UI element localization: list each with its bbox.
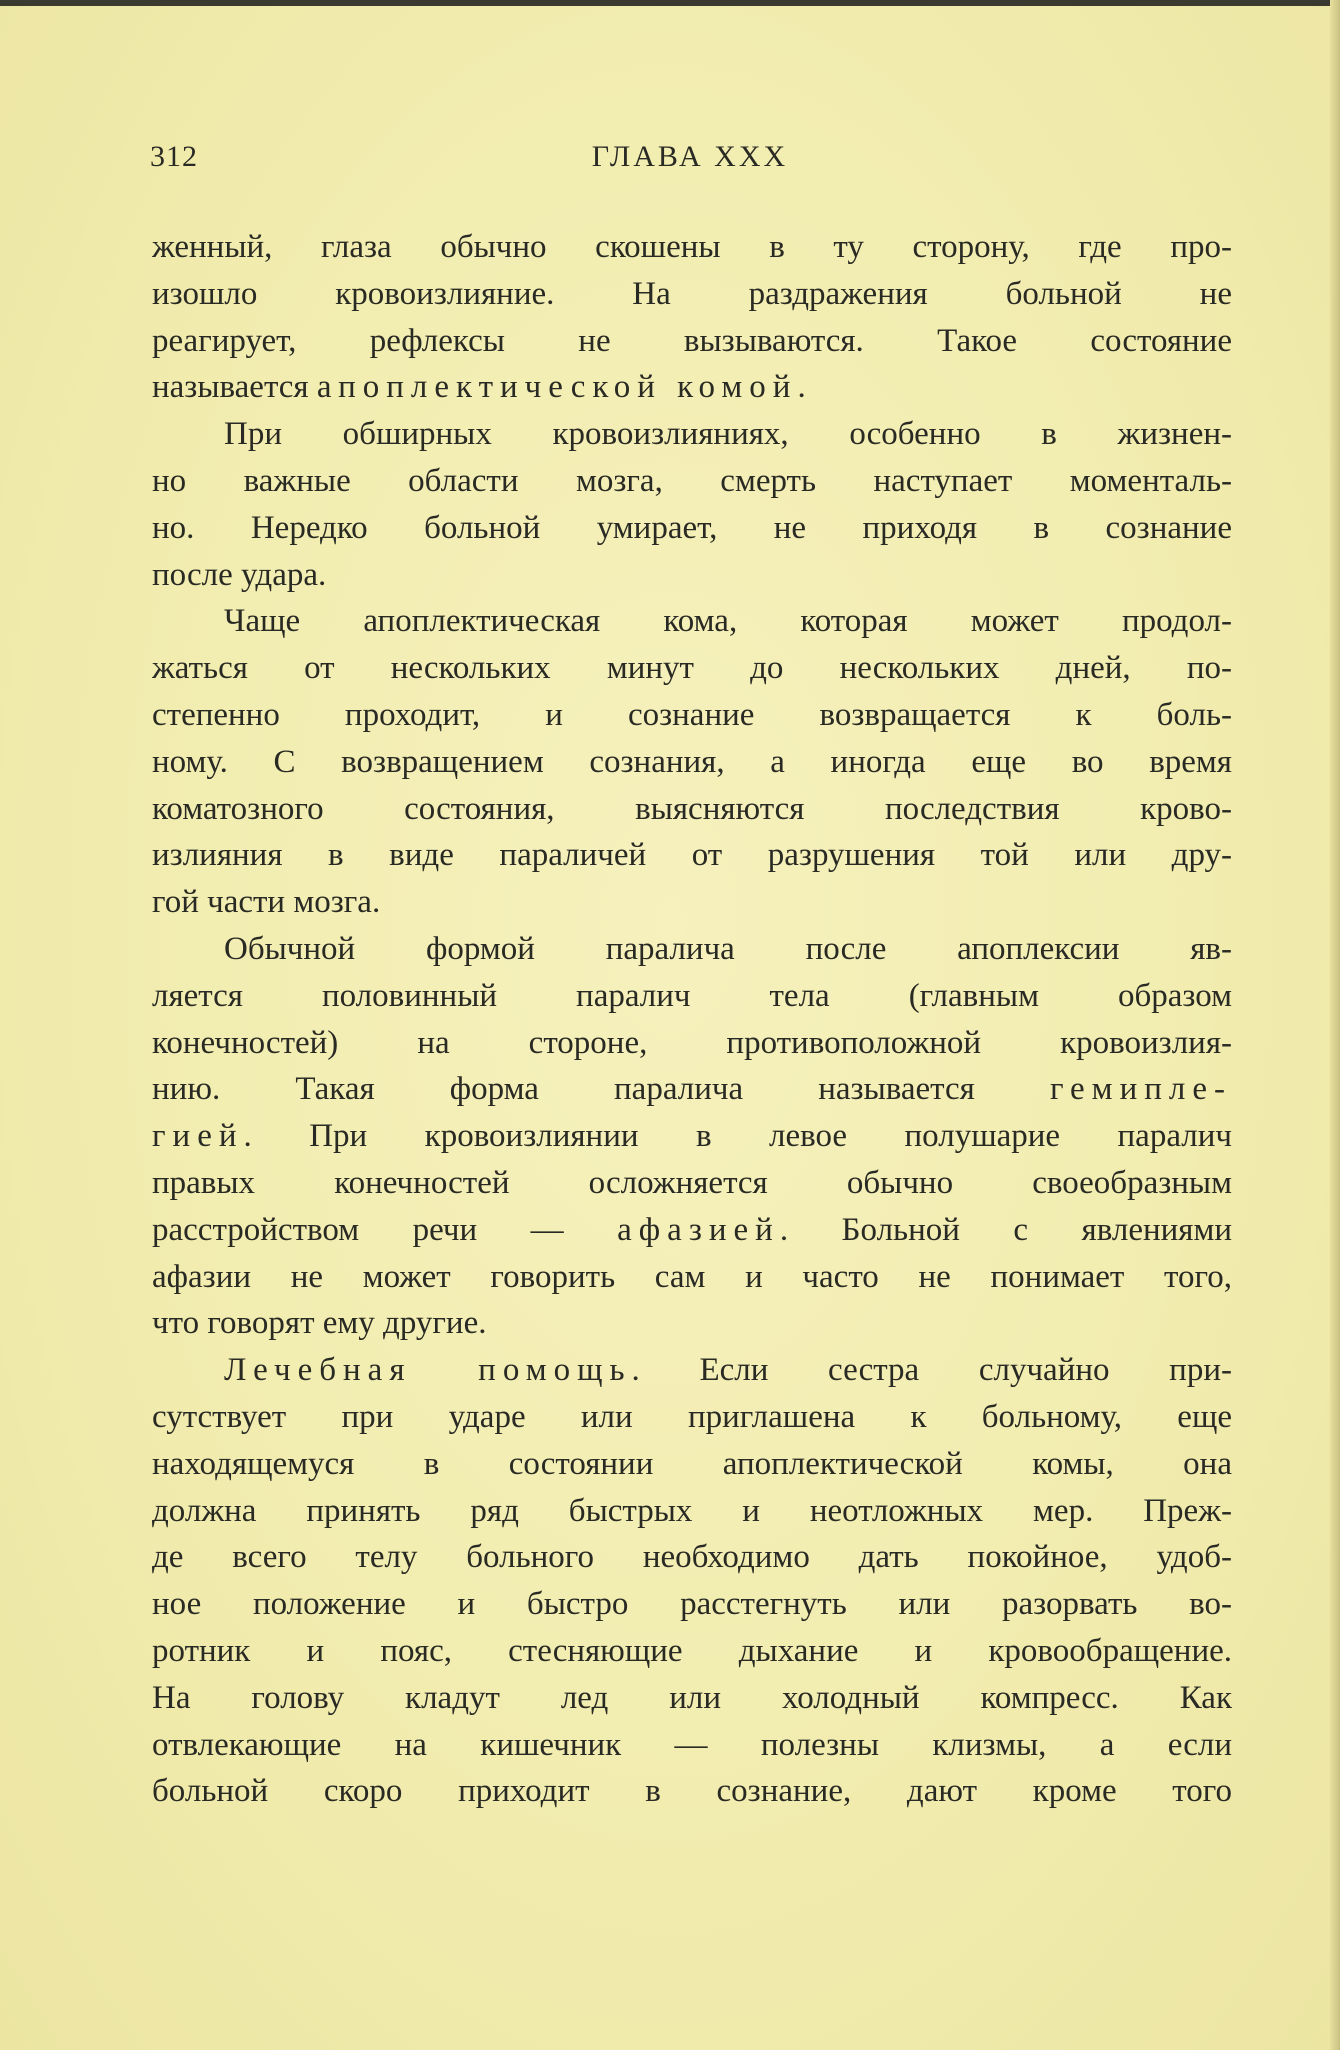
text-segment: больной скоро приходит в сознание, дают кроме того: [152, 1773, 1232, 1810]
spaced-emphasis-text: гией: [152, 1118, 244, 1155]
text-segment: афазии не может говорить сам и часто не понимает того,: [152, 1258, 1232, 1295]
text-line: [152, 598, 1232, 645]
text-segment: На голову кладут лед или холодный компресс. Как: [152, 1679, 1232, 1716]
spaced-emphasis-text: афазией: [617, 1211, 780, 1248]
text-segment: .: [797, 369, 806, 406]
text-line: [152, 1207, 1232, 1254]
text-segment: ному. С возвращением сознания, а иногда еще во время: [152, 743, 1232, 780]
text-segment: гой части мозга.: [152, 884, 381, 921]
text-segment: изошло кровоизлияние. На раздражения больной не: [152, 275, 1232, 312]
page-right-edge: [1330, 0, 1340, 2050]
spaced-emphasis-text: апоплектической комой: [316, 369, 798, 406]
text-segment: . Больной с явлениями: [779, 1211, 1232, 1248]
text-line: [152, 1441, 1232, 1488]
text-segment: должна принять ряд быстрых и неотложных мер. Преж-: [152, 1492, 1232, 1529]
text-line: [152, 1675, 1232, 1722]
text-line: [152, 1488, 1232, 1535]
text-segment: отвлекающие на кишечник — полезны клизмы, а если: [152, 1726, 1232, 1763]
text-line: [152, 786, 1232, 833]
text-line: [152, 1160, 1232, 1207]
spaced-emphasis-text: гемипле-: [1049, 1071, 1232, 1108]
text-segment: ляется половинный паралич тела (главным образом: [152, 977, 1232, 1014]
text-line: [152, 271, 1232, 318]
text-line: [152, 411, 1232, 458]
text-segment: расстройством речи —: [152, 1211, 618, 1248]
text-line: [152, 318, 1232, 365]
text-segment: . Если сестра случайно при-: [631, 1352, 1232, 1389]
text-line: [152, 692, 1232, 739]
text-segment: При обширных кровоизлияниях, особенно в жизнен-: [224, 416, 1232, 453]
text-line: [152, 926, 1232, 973]
text-line: [152, 364, 1232, 411]
text-segment: Обычной формой паралича после апоплексии яв-: [224, 930, 1232, 967]
text-segment: называется: [152, 369, 317, 406]
text-segment: правых конечностей осложняется обычно своеобразным: [152, 1164, 1232, 1201]
text-segment: но важные области мозга, смерть наступает моменталь-: [152, 462, 1232, 499]
text-line: [152, 1254, 1232, 1301]
text-segment: нию. Такая форма паралича называется: [152, 1071, 1050, 1108]
text-line: [152, 1347, 1232, 1394]
running-head: ГЛАВА XXX: [591, 140, 789, 173]
body-text: [152, 224, 1232, 1815]
text-line: [152, 1722, 1232, 1769]
page-number: 312: [150, 140, 198, 173]
text-segment: жаться от нескольких минут до нескольких дней, по-: [152, 650, 1232, 687]
text-segment: коматозного состояния, выясняются последствия крово-: [152, 790, 1232, 827]
text-line: [152, 458, 1232, 505]
text-segment: после удара.: [152, 556, 327, 593]
text-line: [152, 1394, 1232, 1441]
page-header: [150, 140, 1230, 190]
text-line: [152, 1066, 1232, 1113]
text-segment: реагирует, рефлексы не вызываются. Такое состояние: [152, 322, 1232, 359]
text-line: [152, 739, 1232, 786]
text-segment: находящемуся в состоянии апоплектической комы, она: [152, 1445, 1232, 1482]
text-line: [152, 224, 1232, 271]
text-segment: сутствует при ударе или приглашена к больному, еще: [152, 1398, 1232, 1435]
text-line: [152, 1628, 1232, 1675]
text-segment: женный, глаза обычно скошены в ту сторону, где про-: [152, 229, 1232, 265]
text-segment: . При кровоизлиянии в левое полушарие паралич: [243, 1118, 1232, 1155]
text-segment: степенно проходит, и сознание возвращается к боль-: [152, 696, 1232, 733]
text-line: [152, 552, 1232, 599]
text-line: [152, 1020, 1232, 1067]
text-line: [152, 1300, 1232, 1347]
text-line: [152, 1768, 1232, 1815]
text-segment: конечностей) на стороне, противоположной кровоизлия-: [152, 1024, 1232, 1061]
text-segment: де всего телу больного необходимо дать покойное, удоб-: [152, 1539, 1232, 1576]
text-segment: что говорят ему другие.: [152, 1305, 487, 1342]
text-segment: излияния в виде параличей от разрушения той или дру-: [152, 837, 1232, 874]
text-line: [152, 1581, 1232, 1628]
text-line: [152, 832, 1232, 879]
text-segment: но. Нередко больной умирает, не приходя в сознание: [152, 509, 1232, 546]
text-line: [152, 1113, 1232, 1160]
text-line: [152, 879, 1232, 926]
text-segment: Чаще апоплектическая кома, которая может продол-: [224, 603, 1232, 640]
text-line: [152, 505, 1232, 552]
text-segment: ротник и пояс, стесняющие дыхание и кровообращение.: [152, 1632, 1232, 1669]
text-line: [152, 973, 1232, 1020]
page-top-edge: [0, 0, 1340, 6]
text-line: [152, 1534, 1232, 1581]
spaced-emphasis-text: Лечебная помощь: [224, 1352, 632, 1389]
text-line: [152, 645, 1232, 692]
text-segment: ное положение и быстро расстегнуть или разорвать во-: [152, 1586, 1232, 1623]
